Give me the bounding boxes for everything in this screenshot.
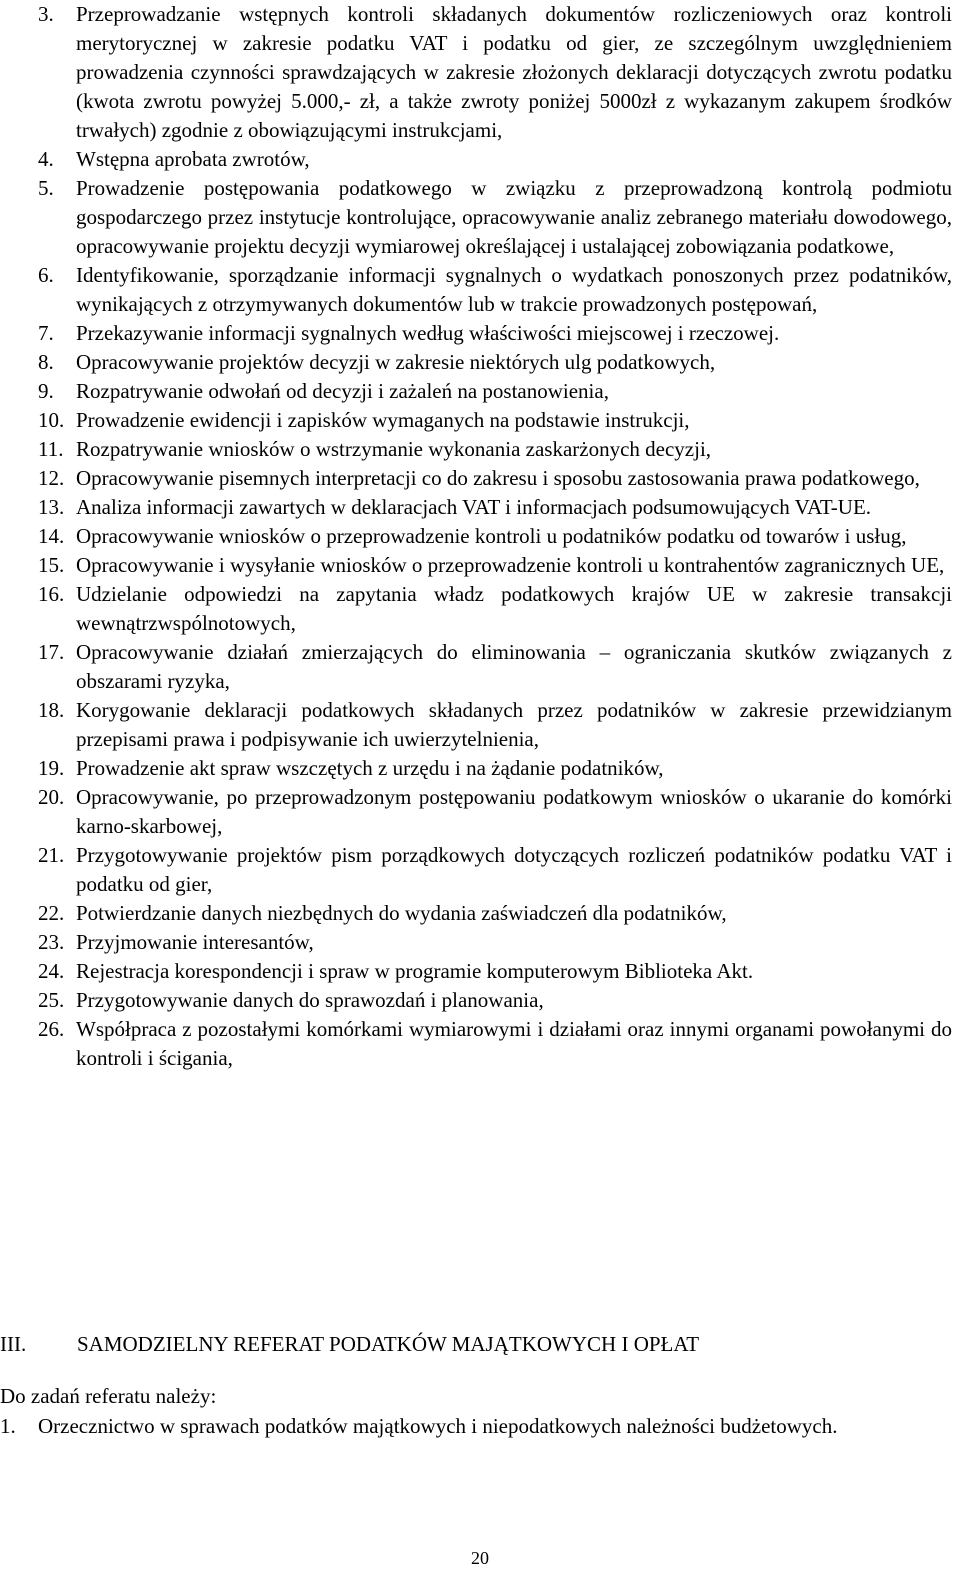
list-item-number: 3. <box>38 2 54 26</box>
list-item-text: Przygotowywanie danych do sprawozdań i planowania, <box>76 988 544 1012</box>
list-item-number: 14. <box>38 524 65 548</box>
list-item <box>38 406 952 435</box>
list-item-number: 9. <box>38 379 54 403</box>
page-number: 20 <box>471 1548 489 1568</box>
list-item-text: Udzielanie odpowiedzi na zapytania władz podatkowych krajów UE w zakresie transakcji wewnątrzwspólnotowych, <box>76 582 952 635</box>
list-item-number: 12. <box>38 466 65 490</box>
list-item-text: Opracowywanie wniosków o przeprowadzenie kontroli u podatników podatku od towarów i usług, <box>76 524 907 548</box>
section-title: SAMODZIELNY REFERAT PODATKÓW MAJĄTKOWYCH I OPŁAT <box>77 1332 700 1356</box>
list-item-number: 25. <box>38 988 65 1012</box>
list-item-number: 17. <box>38 640 65 664</box>
list-item <box>38 174 952 261</box>
list-item <box>38 928 952 957</box>
section-task-list <box>0 1412 952 1441</box>
list-item-text: Potwierdzanie danych niezbędnych do wydania zaświadczeń dla podatników, <box>76 901 727 925</box>
list-item <box>38 493 952 522</box>
list-item-text: Rozpatrywanie wniosków o wstrzymanie wykonania zaskarżonych decyzji, <box>76 437 712 461</box>
list-item <box>38 1015 952 1073</box>
list-item-text: Opracowywanie projektów decyzji w zakresie niektórych ulg podatkowych, <box>76 350 716 374</box>
list-item-number: 21. <box>38 843 65 867</box>
section-intro: Do zadań referatu należy: <box>0 1384 217 1408</box>
list-item-text: Opracowywanie działań zmierzających do eliminowania – ograniczania skutków związanych z obszarami ryzyka, <box>76 640 952 693</box>
list-item-number: 13. <box>38 495 65 519</box>
list-item-number: 11. <box>38 437 64 461</box>
list-item-number: 24. <box>38 959 65 983</box>
list-item-number: 1. <box>0 1414 16 1438</box>
list-item <box>38 754 952 783</box>
list-item-text: Przeprowadzanie wstępnych kontroli składanych dokumentów rozliczeniowych oraz kontroli merytorycznej w zakresie podatku VAT i podatku od gier, ze szczególnym uwzględnieniem prowadzenia czynności sprawdzających w zakresie złożonych deklaracji dotyczących zwrotu podatku (kwota zwrotu powyżej 5.000,- zł, a także zwroty poniżej 5000zł z wykazanym zakupem środków trwałych) zgodnie z obowiązującymi instrukcjami, <box>76 2 952 142</box>
list-item <box>38 986 952 1015</box>
list-item <box>38 551 952 580</box>
list-item-text: Przygotowywanie projektów pism porządkowych dotyczących rozliczeń podatników podatku VAT i podatku od gier, <box>76 843 952 896</box>
list-item <box>38 145 952 174</box>
list-item-number: 15. <box>38 553 65 577</box>
list-item <box>38 696 952 754</box>
list-item-number: 18. <box>38 698 65 722</box>
list-item <box>38 261 952 319</box>
list-item-number: 6. <box>38 263 54 287</box>
list-item-number: 5. <box>38 176 54 200</box>
list-item <box>38 899 952 928</box>
list-item-text: Opracowywanie i wysyłanie wniosków o przeprowadzenie kontroli u kontrahentów zagranicznych UE, <box>76 553 945 577</box>
list-item-number: 16. <box>38 582 65 606</box>
list-item-number: 4. <box>38 147 54 171</box>
list-item-text: Prowadzenie ewidencji i zapisków wymaganych na podstawie instrukcji, <box>76 408 690 432</box>
list-item <box>38 638 952 696</box>
list-item-text: Orzecznictwo w sprawach podatków majątkowych i niepodatkowych należności budżetowych. <box>38 1414 838 1438</box>
list-item-number: 20. <box>38 785 65 809</box>
list-item <box>38 464 952 493</box>
section-number: III. <box>0 1332 27 1356</box>
list-item-number: 22. <box>38 901 65 925</box>
list-item <box>38 580 952 638</box>
list-item-text: Prowadzenie akt spraw wszczętych z urzędu i na żądanie podatników, <box>76 756 664 780</box>
list-item-number: 10. <box>38 408 65 432</box>
list-item-text: Przyjmowanie interesantów, <box>76 930 314 954</box>
list-item-text: Rozpatrywanie odwołań od decyzji i zażaleń na postanowienia, <box>76 379 609 403</box>
list-item <box>38 348 952 377</box>
list-item-number: 7. <box>38 321 54 345</box>
list-item <box>38 522 952 551</box>
list-item <box>38 0 952 145</box>
list-item-text: Wstępna aprobata zwrotów, <box>76 147 310 171</box>
list-item-text: Rejestracja korespondencji i spraw w programie komputerowym Biblioteka Akt. <box>76 959 754 983</box>
list-item-text: Opracowywanie, po przeprowadzonym postępowaniu podatkowym wniosków o ukaranie do komórki karno-skarbowej, <box>76 785 952 838</box>
list-item-text: Analiza informacji zawartych w deklaracjach VAT i informacjach podsumowujących VAT-UE. <box>76 495 872 519</box>
list-item-text: Korygowanie deklaracji podatkowych składanych przez podatników w zakresie przewidzianym przepisami prawa i podpisywanie ich uwierzytelnienia, <box>76 698 952 751</box>
list-item <box>38 783 952 841</box>
list-item <box>38 319 952 348</box>
list-item-number: 26. <box>38 1017 65 1041</box>
list-item-number: 8. <box>38 350 54 374</box>
list-item <box>38 435 952 464</box>
list-item-number: 23. <box>38 930 65 954</box>
list-item-text: Identyfikowanie, sporządzanie informacji sygnalnych o wydatkach ponoszonych przez podatników, wynikających z otrzymywanych dokumentów lub w trakcie prowadzonych postępowań, <box>76 263 952 316</box>
list-item-text: Prowadzenie postępowania podatkowego w związku z przeprowadzoną kontrolą podmiotu gospodarczego przez instytucje kontrolujące, opracowywanie analiz zebranego materiału dowodowego, opracowywanie projektu decyzji wymiarowej określającej i ustalającej zobowiązania podatkowe, <box>76 176 952 258</box>
list-item <box>38 377 952 406</box>
list-item-text: Opracowywanie pisemnych interpretacji co do zakresu i sposobu zastosowania prawa podatkowego, <box>76 466 920 490</box>
list-item <box>38 957 952 986</box>
list-item <box>38 841 952 899</box>
list-item-number: 19. <box>38 756 65 780</box>
list-item-text: Przekazywanie informacji sygnalnych według właściwości miejscowej i rzeczowej. <box>76 321 780 345</box>
list-item-text: Współpraca z pozostałymi komórkami wymiarowymi i działami oraz innymi organami powołanymi do kontroli i ścigania, <box>76 1017 952 1070</box>
task-list <box>38 0 952 1073</box>
list-item <box>0 1412 952 1441</box>
